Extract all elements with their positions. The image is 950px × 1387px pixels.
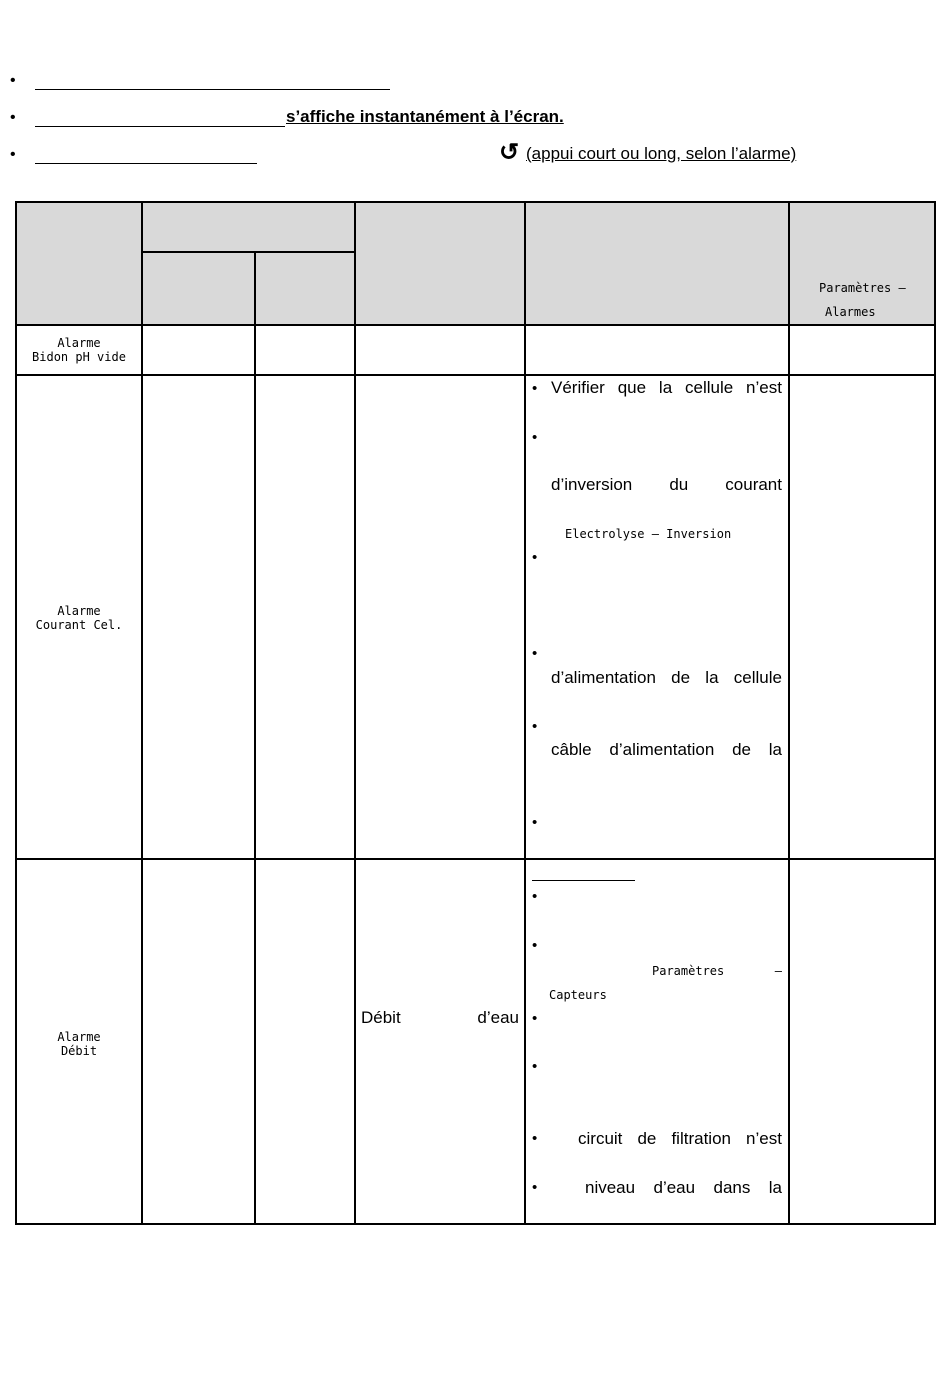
list-bullet: • xyxy=(532,429,538,446)
alarm-name-line: Alarme xyxy=(57,604,101,618)
cause-cell xyxy=(355,859,525,1224)
table-cell xyxy=(255,375,355,859)
action-line: d’alimentation de la cellule xyxy=(551,668,782,687)
list-bullet: • xyxy=(532,1179,538,1196)
header-cell-sub2 xyxy=(255,252,355,325)
menu-path: Electrolyse – Inversion xyxy=(565,527,732,541)
table-cell xyxy=(142,375,255,859)
action-line: câble d’alimentation de la xyxy=(551,740,782,759)
table-cell xyxy=(789,375,935,859)
header-cell-group xyxy=(142,202,355,252)
table-cell xyxy=(255,325,355,375)
action-line: niveau d’eau dans la xyxy=(585,1178,782,1197)
table-cell xyxy=(142,859,255,1224)
alarm-name-line: Débit xyxy=(60,1044,98,1058)
header-cell-cause xyxy=(355,202,525,325)
header-cell-sub1 xyxy=(142,252,255,325)
table-cell xyxy=(789,859,935,1224)
blank-line-2 xyxy=(35,126,285,127)
menu-path: Paramètres xyxy=(652,964,725,978)
intro-line-2-text: s’affiche instantanément à l’écran. xyxy=(286,107,564,126)
alarm-table xyxy=(15,201,936,1225)
action-line: Vérifier que la cellule n’est xyxy=(551,378,782,397)
alarm-name-line: Alarme xyxy=(57,336,101,350)
alarm-name-cell xyxy=(16,375,142,859)
table-cell xyxy=(255,859,355,1224)
bullet-2: • xyxy=(10,109,16,126)
table-cell xyxy=(142,325,255,375)
table-cell xyxy=(355,375,525,859)
list-bullet: • xyxy=(532,937,538,954)
list-bullet: • xyxy=(532,1058,538,1075)
intro-line-3-text: (appui court ou long, selon l’alarme) xyxy=(526,144,797,163)
blank-line-3 xyxy=(35,163,257,164)
bullet-3: • xyxy=(10,146,16,163)
menu-path: – xyxy=(774,964,782,978)
header-cell-param xyxy=(789,202,935,325)
action-line: d’inversion du courant xyxy=(551,475,782,494)
actions-cell xyxy=(525,375,789,859)
alarm-name-line: Courant Cel. xyxy=(35,618,123,632)
list-bullet: • xyxy=(532,888,538,905)
list-bullet: • xyxy=(532,814,538,831)
header-cell-actions xyxy=(525,202,789,325)
cause-word: Débit xyxy=(361,1008,401,1027)
alarm-name-cell xyxy=(16,859,142,1224)
header-param-line-2: Alarmes xyxy=(825,305,876,319)
list-bullet: • xyxy=(532,549,538,566)
list-bullet: • xyxy=(532,380,538,397)
list-bullet: • xyxy=(532,1130,538,1147)
bullet-1: • xyxy=(10,72,16,89)
table-row-courant xyxy=(16,375,935,859)
cause-word: d’eau xyxy=(477,1008,519,1027)
action-line: circuit de filtration n’est xyxy=(578,1129,782,1148)
menu-path: Capteurs xyxy=(549,988,607,1002)
table-cell xyxy=(525,325,789,375)
alarm-name-line: Bidon pH vide xyxy=(32,350,126,364)
list-bullet: • xyxy=(532,1010,538,1027)
table-row-debit xyxy=(16,859,935,1224)
alarm-name-cell xyxy=(16,325,142,375)
blank-line xyxy=(532,880,635,881)
actions-cell xyxy=(525,859,789,1224)
table-cell xyxy=(355,325,525,375)
header-param-line-1: Paramètres – xyxy=(819,281,906,295)
list-bullet: • xyxy=(532,718,538,735)
reload-icon: ↺ xyxy=(499,139,520,166)
table-cell xyxy=(789,325,935,375)
header-cell-alarm xyxy=(16,202,142,325)
table-row-ph xyxy=(16,325,935,375)
alarm-name-line: Alarme xyxy=(57,1030,101,1044)
blank-line-1 xyxy=(35,89,390,90)
list-bullet: • xyxy=(532,645,538,662)
